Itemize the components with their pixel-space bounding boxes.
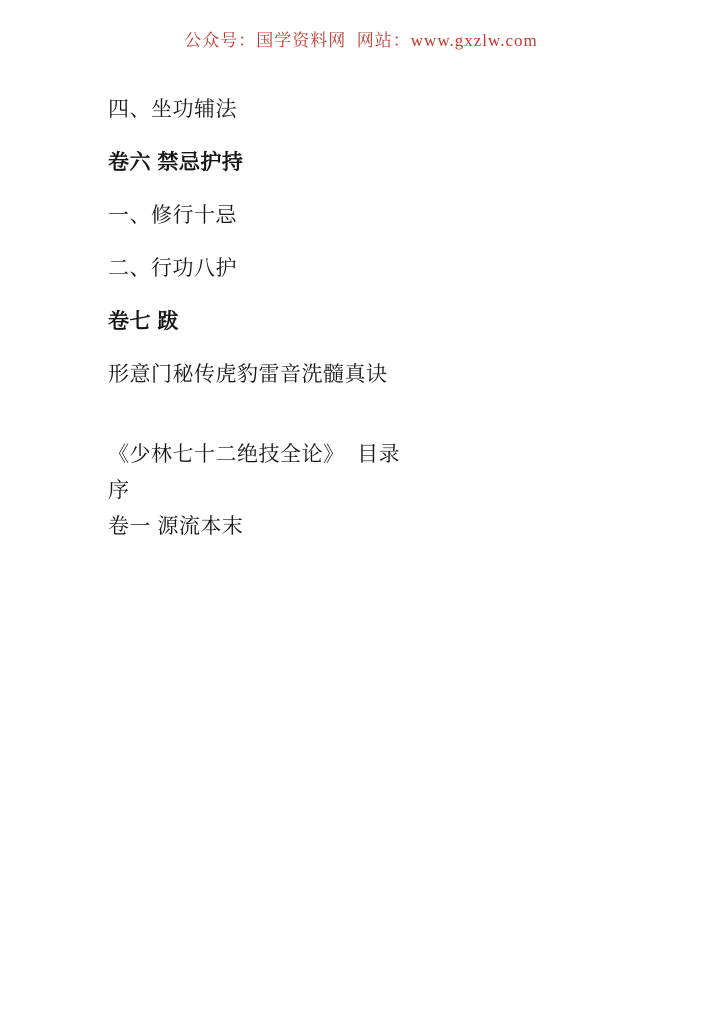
watermark-header: 公众号：国学资料网 网站：www.gxzlw.com — [184, 31, 538, 50]
text-line: 二、行功八护 — [108, 257, 237, 280]
text-line: 形意门秘传虎豹雷音洗髓真诀 — [108, 363, 388, 386]
text-line: 《少林七十二绝技全论》 目录 — [108, 443, 401, 466]
text-line: 一、修行十忌 — [108, 204, 237, 227]
text-line: 卷一 源流本末 — [108, 515, 244, 538]
text-line: 序 — [108, 479, 130, 502]
text-line: 四、坐功辅法 — [108, 98, 237, 121]
text-line: 卷六 禁忌护持 — [108, 151, 244, 174]
text-line: 卷七 跋 — [108, 310, 179, 333]
document-content — [0, 97, 722, 540]
